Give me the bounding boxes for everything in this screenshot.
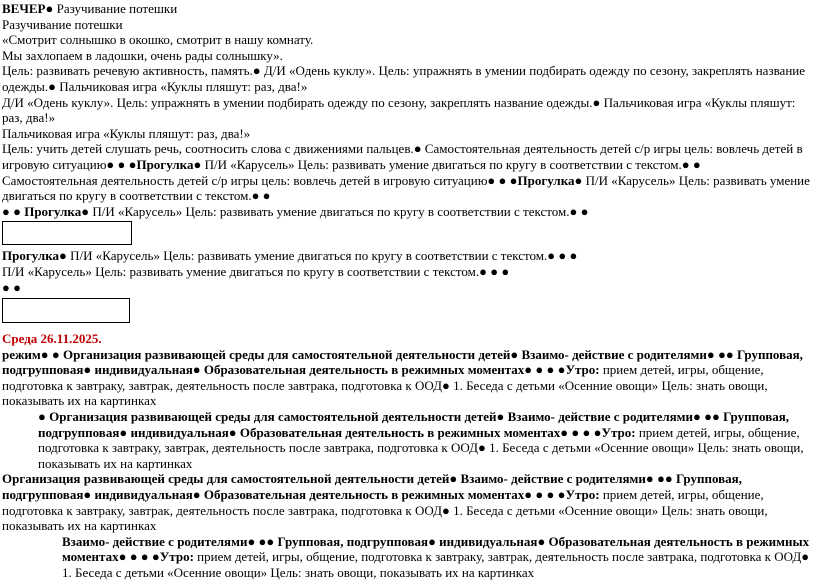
- p7-text-c: ● П/И «Карусель» Цель: развивать умение двигаться по кругу в соответствии с текстом.● ● ●: [59, 248, 578, 264]
- evening-paragraph-8: П/И «Карусель» Цель: развивать умение двигаться по кругу в соответствии с текстом.● ● ●: [2, 263, 510, 279]
- p4-text-c: ● П/И «Карусель» Цель: развивать умение двигаться по кругу в соответствии с текстом.● ●: [193, 156, 701, 172]
- block3-bold: Организация развивающей среды для самостоятельной деятельности детей● Взаимо- действие с родителями● ●● Групповая, подгрупповая● индивидуальная● Образовательная деятельность в режимных моментах● ● ● ●Утро:: [2, 471, 742, 503]
- p5-text-c: ● П/И «Карусель» Цель: развивать умение двигаться по кругу в соответствии с текстом.● ●: [2, 172, 810, 204]
- evening-paragraph-7: [2, 248, 814, 264]
- wednesday-block-1: [2, 347, 814, 409]
- wednesday-block-2: [2, 409, 814, 471]
- p6-walk: Прогулка: [24, 203, 82, 219]
- empty-box-1: [2, 221, 132, 245]
- evening-paragraph-4: [2, 141, 814, 172]
- evening-paragraph-1: Цель: развивать речевую активность, память.● Д/И «Одень куклу». Цель: упражнять в умении подбирать одежду по сезону, закреплять название одежды.● Пальчиковая игра «Куклы пляшут: раз, два!»: [2, 63, 805, 94]
- evening-title-rest: ● Разучивание потешки: [45, 1, 178, 16]
- block1-bold: режим● ● Организация развивающей среды для самостоятельной деятельности детей● Взаимо- действие с родителями● ●● Групповая, подгрупповая● индивидуальная● Образовательная деятельность в режимных моментах● ● ● ●Утро:: [2, 346, 803, 378]
- evening-paragraph-2: Д/И «Одень куклу». Цель: упражнять в умении подбирать одежду по сезону, закреплять название одежды.● Пальчиковая игра «Куклы пляшут: раз, два!»: [2, 94, 796, 126]
- verse-line-2: Мы захлопаем в ладошки, очень рады солнышку».: [2, 47, 283, 63]
- wednesday-block-3: [2, 471, 814, 533]
- evening-paragraph-6: [2, 204, 814, 220]
- block2-text: прием детей, игры, общение, подготовка к завтраку, завтрак, деятельность после завтрака, подготовка к ООД● 1. Беседа с детьми «Осенние овощи» Цель: знать овощи, показывать их на картинках: [38, 424, 804, 471]
- wednesday-date: Среда 26.11.2025.: [2, 331, 102, 347]
- p4-walk: Прогулка: [136, 156, 194, 172]
- evening-paragraph-5: [2, 173, 814, 204]
- block2-bold: ● Организация развивающей среды для самостоятельной деятельности детей● Взаимо- действие с родителями● ●● Групповая, подгрупповая● индивидуальная● Образовательная деятельность в режимных моментах● ● ● ●Утро:: [38, 409, 790, 440]
- evening-title-line: [2, 1, 814, 17]
- p7-walk: Прогулка: [2, 248, 60, 264]
- p5-text-a: Самостоятельная деятельность детей с/р игры цель: вовлечь детей в игровую ситуацию● ● ●: [2, 172, 518, 188]
- p6-text-a: ● ●: [2, 203, 21, 219]
- empty-box-2: [2, 298, 130, 323]
- verse-line-1: «Смотрит солнышко в окошко, смотрит в нашу комнату.: [2, 32, 314, 48]
- block4-bold: Взаимо- действие с родителями● ●● Групповая, подгрупповая● индивидуальная● Образовательная деятельность в режимных моментах● ● ● ●Утро:: [62, 533, 810, 565]
- evening-title: ВЕЧЕР: [2, 1, 46, 16]
- p4-text-a: Цель: учить детей слушать речь, соотносить слова с движениями пальцев.● Самостоятельная деятельность детей с/р игры цель: вовлечь детей в игровую ситуацию● ● ●: [2, 141, 803, 172]
- block1-text: прием детей, игры, общение, подготовка к завтраку, завтрак, деятельность после завтрака, подготовка к ООД● 1. Беседа с детьми «Осенние овощи» Цель: знать овощи, показывать их на картинках: [2, 362, 768, 409]
- wednesday-block-4: [2, 534, 814, 581]
- block3-text: прием детей, игры, общение, подготовка к завтраку, завтрак, деятельность после завтрака, подготовка к ООД● 1. Беседа с детьми «Осенние овощи» Цель: знать овощи, показывать их на картинках: [2, 487, 768, 534]
- evening-paragraph-3: Пальчиковая игра «Куклы пляшут: раз, два!»: [2, 125, 251, 141]
- evening-heading: Разучивание потешки: [2, 16, 123, 32]
- p5-walk: Прогулка: [517, 172, 575, 188]
- block4-text: прием детей, игры, общение, подготовка к завтраку, завтрак, деятельность после завтрака, подготовка к ООД● 1. Беседа с детьми «Осенние овощи» Цель: знать овощи, показывать их на картинках: [62, 549, 810, 580]
- evening-paragraph-9: ● ●: [2, 279, 21, 295]
- p6-text-c: ● П/И «Карусель» Цель: развивать умение двигаться по кругу в соответствии с текстом.● ●: [81, 203, 589, 219]
